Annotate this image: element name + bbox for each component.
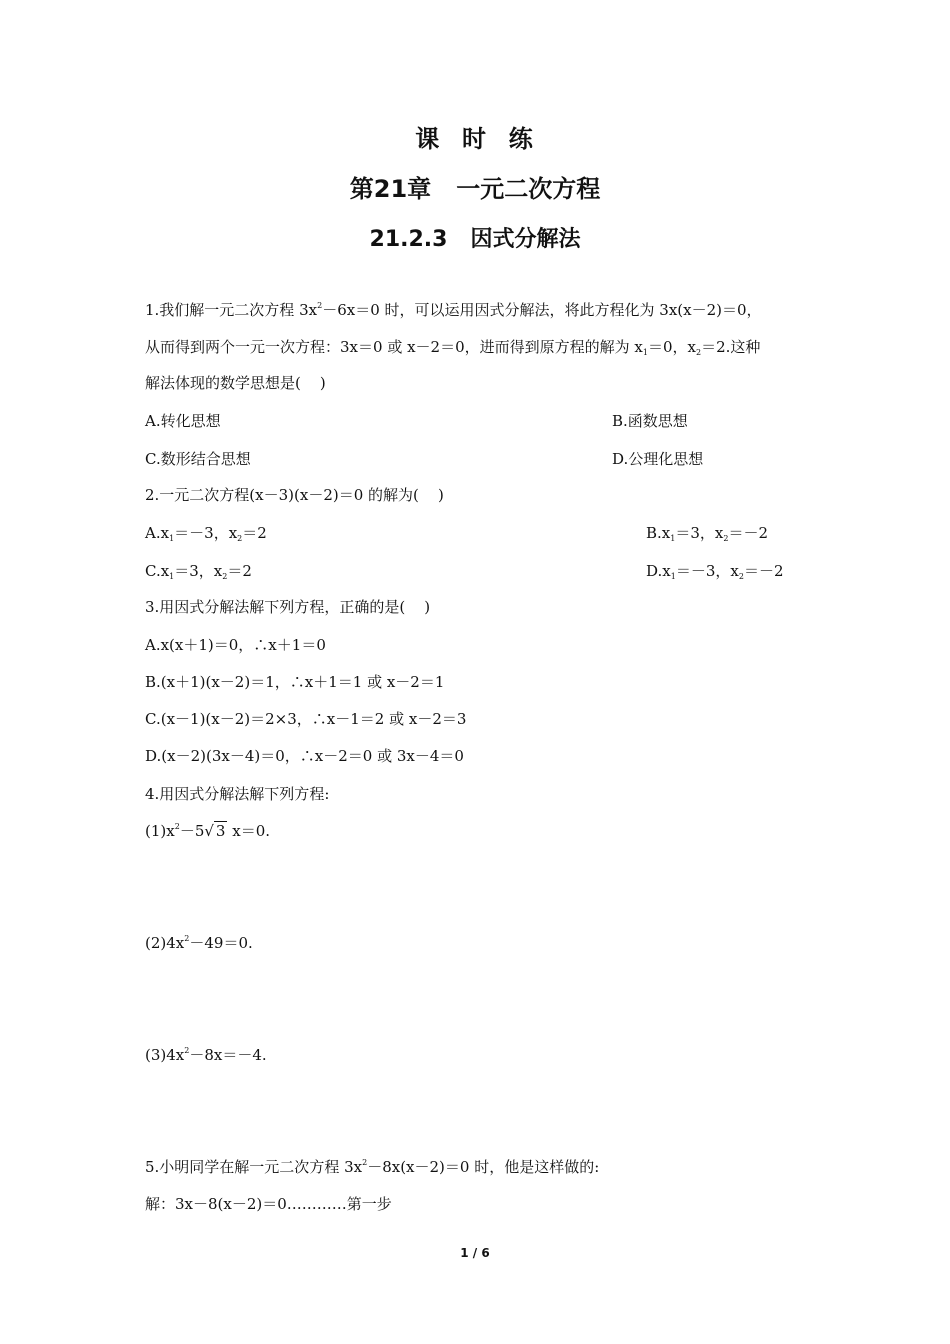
radical-sign-icon: √ — [204, 822, 214, 840]
q4-p1-b: －5 — [179, 822, 205, 840]
q3-stem: 3.用因式分解法解下列方程，正确的是( ) — [145, 598, 431, 616]
subscript: 2 — [723, 534, 729, 543]
q2-a-prefix: A.x — [145, 524, 170, 542]
q1-line-1 — [145, 300, 762, 320]
subscript: 1 — [169, 534, 175, 543]
q1-text-part2: －6x＝0 时，可以运用因式分解法，将此方程化为 3x(x－2)＝0， — [322, 301, 762, 319]
q4-p3-a: (3)4x — [145, 1046, 185, 1064]
subscript: 1 — [642, 348, 648, 357]
q2-b-mid: ＝3，x — [675, 524, 724, 542]
q1-text-part1: 1.我们解一元二次方程 3x — [145, 301, 318, 319]
q3-option-a: A.x(x＋1)＝0，∴x＋1＝0 — [145, 636, 326, 654]
square-root — [204, 821, 227, 841]
q4-stem: 4.用因式分解法解下列方程: — [145, 785, 330, 803]
radicand: 3 — [215, 822, 226, 840]
q2-b-end: ＝－2 — [728, 524, 769, 542]
q2-c-mid: ＝3，x — [174, 562, 223, 580]
q4-part-1 — [145, 821, 270, 841]
q2-option-b — [646, 523, 768, 543]
q2-d-end: ＝－2 — [743, 562, 784, 580]
q2-a-end: ＝2 — [242, 524, 267, 542]
q4-p1-c: x＝0. — [227, 822, 271, 840]
subscript: 2 — [695, 348, 702, 357]
q2-b-prefix: B.x — [646, 524, 671, 542]
q5-step-1: 解：3x－8(x－2)＝0…………第一步 — [145, 1195, 392, 1213]
superscript: 2 — [317, 301, 323, 310]
superscript: 2 — [184, 934, 190, 943]
subscript: 1 — [169, 572, 175, 581]
q2-c-prefix: C.x — [145, 562, 170, 580]
superscript: 2 — [184, 1046, 190, 1055]
q3-option-c: C.(x－1)(x－2)＝2×3，∴x－1＝2 或 x－2＝3 — [145, 710, 467, 728]
q1-line-2 — [145, 337, 760, 357]
q3-option-b: B.(x＋1)(x－2)＝1，∴x＋1＝1 或 x－2＝1 — [145, 673, 445, 691]
chapter-title: 第21章 一元二次方程 — [349, 175, 601, 203]
q2-a-mid: ＝－3，x — [174, 524, 238, 542]
q5-stem — [145, 1157, 599, 1177]
q2-option-c — [145, 561, 252, 581]
superscript: 2 — [174, 822, 180, 831]
q2-d-mid: ＝－3，x — [675, 562, 739, 580]
q2-c-end: ＝2 — [227, 562, 252, 580]
q4-p3-b: －8x＝－4. — [189, 1046, 267, 1064]
q2-stem: 2.一元二次方程(x－3)(x－2)＝0 的解为( ) — [145, 486, 444, 504]
subscript: 2 — [738, 572, 744, 581]
q5-text-b: －8x(x－2)＝0 时，他是这样做的: — [367, 1158, 600, 1176]
subscript: 2 — [222, 572, 228, 581]
q4-p2-a: (2)4x — [145, 934, 185, 952]
q1-line-3: 解法体现的数学思想是( ) — [145, 374, 326, 392]
q1-text-part4: ＝0，x — [647, 338, 696, 356]
subscript: 1 — [670, 534, 676, 543]
q1-option-a: A.转化思想 — [145, 412, 221, 430]
subscript: 1 — [670, 572, 676, 581]
q4-p1-a: (1)x — [145, 822, 175, 840]
q1-option-c: C.数形结合思想 — [145, 450, 251, 468]
q3-option-d: D.(x－2)(3x－4)＝0，∴x－2＝0 或 3x－4＝0 — [145, 747, 464, 765]
q1-text-part3: 从而得到两个一元一次方程：3x＝0 或 x－2＝0，进而得到原方程的解为 x — [145, 338, 643, 356]
q2-option-a — [145, 523, 267, 543]
q2-d-prefix: D.x — [646, 562, 671, 580]
q4-p2-b: －49＝0. — [189, 934, 253, 952]
page-number: 1 / 6 — [460, 1246, 490, 1260]
superscript: 2 — [362, 1158, 368, 1167]
q1-option-b: B.函数思想 — [612, 412, 688, 430]
q1-option-d: D.公理化思想 — [612, 450, 704, 468]
q5-text-a: 5.小明同学在解一元二次方程 3x — [145, 1158, 363, 1176]
q2-option-d — [646, 561, 783, 581]
q4-part-3 — [145, 1045, 267, 1065]
q4-part-2 — [145, 933, 253, 953]
section-title: 21.2.3 因式分解法 — [369, 227, 581, 252]
subscript: 2 — [237, 534, 243, 543]
q1-text-part5: ＝2.这种 — [701, 338, 761, 356]
page-title: 课 时 练 — [415, 125, 535, 153]
